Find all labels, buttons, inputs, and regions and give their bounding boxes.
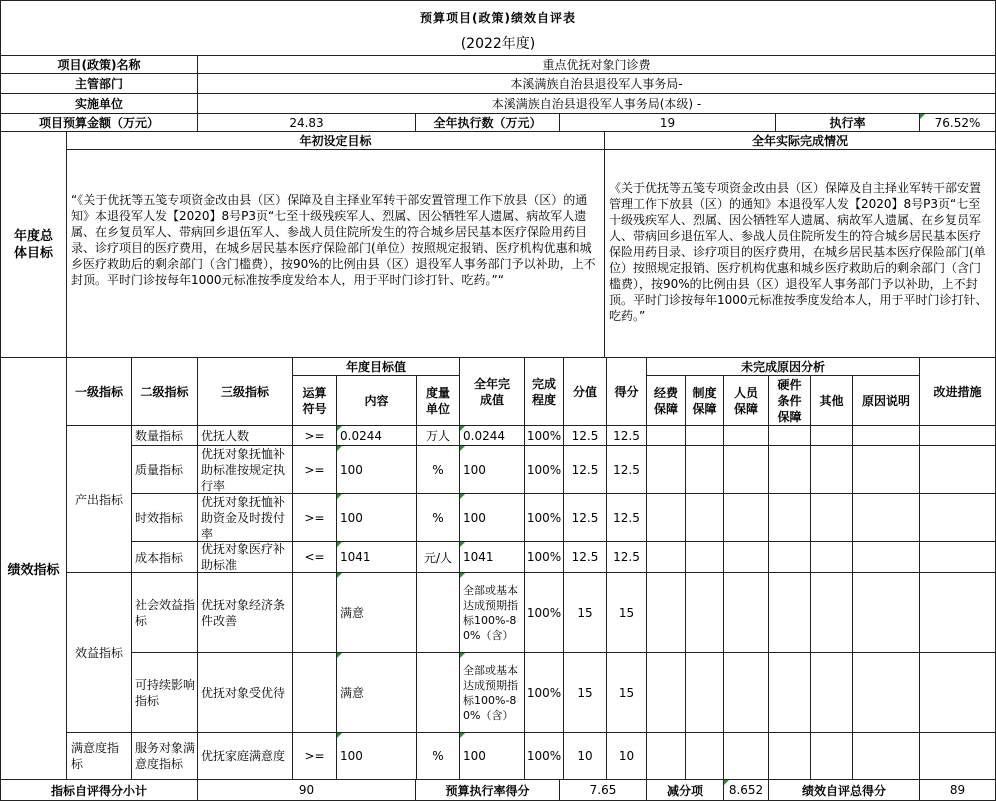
exec-label: 全年执行数（万元） bbox=[416, 114, 560, 132]
row-3-improve bbox=[920, 494, 996, 542]
row-7-r-explain bbox=[853, 733, 920, 780]
row-2-score: 12.5 bbox=[607, 446, 647, 494]
row-1-r-hardware bbox=[769, 426, 811, 446]
row-2-r-system bbox=[686, 446, 724, 494]
row-6-l2: 可持续影响指标 bbox=[132, 653, 198, 733]
row-1-r-staff bbox=[724, 426, 769, 446]
row-4-r-hardware bbox=[769, 542, 811, 573]
row-7-degree: 100% bbox=[525, 733, 564, 780]
header-r-explain: 原因说明 bbox=[853, 376, 920, 426]
row-5-degree: 100% bbox=[525, 573, 564, 653]
project-value: 重点优抚对象门诊费 bbox=[198, 56, 996, 74]
row-6-r-staff bbox=[724, 653, 769, 733]
row-4-r-other bbox=[811, 542, 853, 573]
row-4-completion: 1041 bbox=[460, 542, 525, 573]
row-2-completion: 100 bbox=[460, 446, 525, 494]
header-r-staff: 人员保障 bbox=[724, 376, 769, 426]
row-7-l3: 优抚家庭满意度 bbox=[198, 733, 293, 780]
dept-value: 本溪满族自治县退役军人事务局- bbox=[198, 74, 996, 94]
row-2-op: >= bbox=[293, 446, 337, 494]
header-r-other: 其他 bbox=[811, 376, 853, 426]
row-6-completion: 全部或基本达成预期指标100%-80%（含） bbox=[460, 653, 525, 733]
row-1-value: 12.5 bbox=[564, 426, 607, 446]
row-7-r-staff bbox=[724, 733, 769, 780]
row-2-l3: 优抚对象抚恤补助标准按规定执行率 bbox=[198, 446, 293, 494]
row-6-r-other bbox=[811, 653, 853, 733]
row-1-content: 0.0244 bbox=[337, 426, 417, 446]
row-7-r-funding bbox=[647, 733, 686, 780]
row-6-r-funding bbox=[647, 653, 686, 733]
header-r-hardware: 硬件条件保障 bbox=[769, 376, 811, 426]
row-3-r-other bbox=[811, 494, 853, 542]
row-2-improve bbox=[920, 446, 996, 494]
page-title: 预算项目(政策)绩效自评表 bbox=[0, 0, 996, 56]
row-4-score: 12.5 bbox=[607, 542, 647, 573]
row-3-r-explain bbox=[853, 494, 920, 542]
row-3-value: 12.5 bbox=[564, 494, 607, 542]
row-5-l3: 优抚对象经济条件改善 bbox=[198, 573, 293, 653]
header-lvl3: 三级指标 bbox=[198, 358, 293, 426]
row-7-value: 10 bbox=[564, 733, 607, 780]
impl-label: 实施单位 bbox=[0, 94, 198, 114]
impl-value: 本溪满族自治县退役军人事务局(本级) - bbox=[198, 94, 996, 114]
lvl1-benefit: 效益指标 bbox=[67, 573, 132, 733]
row-5-r-funding bbox=[647, 573, 686, 653]
actual-goal-header: 全年实际完成情况 bbox=[605, 132, 996, 150]
row-5-score: 15 bbox=[607, 573, 647, 653]
rate-score-value: 7.65 bbox=[560, 780, 647, 801]
row-3-unit: % bbox=[417, 494, 460, 542]
header-score: 得分 bbox=[607, 358, 647, 426]
row-7-r-system bbox=[686, 733, 724, 780]
row-4-r-staff bbox=[724, 542, 769, 573]
row-6-unit bbox=[417, 653, 460, 733]
row-6-value: 15 bbox=[564, 653, 607, 733]
row-4-improve bbox=[920, 542, 996, 573]
budget-value: 24.83 bbox=[198, 114, 416, 132]
row-1-score: 12.5 bbox=[607, 426, 647, 446]
row-2-r-hardware bbox=[769, 446, 811, 494]
row-7-content: 100 bbox=[337, 733, 417, 780]
row-6-l3: 优抚对象受优待 bbox=[198, 653, 293, 733]
set-goal-text: “《关于优抚等五笺专项资金改由县（区）保障及自主择业军转干部安置管理工作下放县（区）的通知》本退役军人发【2020】8号P3页“七至十级残疾军人、烈属、因公牺牲军人遗属、病故军人遗属、在乡复员军人、带病回乡退伍军人、参战人员住院所发生的符合城乡居民基本医疗保险用药目录、诊疗项目的医疗费用，在城乡居民基本医疗保险部门(单位）按照规定报销、医疗机构优惠和城乡医疗救助后的剩余部门（含门槛费），按90%的比例由县（区）退役军人事务部门予以补助，上不封顶。平时门诊按每年1000元标准按季度发给本人，用于平时门诊打针、吃药。”“ bbox=[67, 150, 605, 358]
row-7-score: 10 bbox=[607, 733, 647, 780]
row-1-l2: 数量指标 bbox=[132, 426, 198, 446]
row-4-l3: 优抚对象医疗补助标准 bbox=[198, 542, 293, 573]
row-7-improve bbox=[920, 733, 996, 780]
total-value: 89 bbox=[920, 780, 996, 801]
row-4-l2: 成本指标 bbox=[132, 542, 198, 573]
row-3-op: >= bbox=[293, 494, 337, 542]
row-1-degree: 100% bbox=[525, 426, 564, 446]
row-1-unit: 万人 bbox=[417, 426, 460, 446]
row-5-l2: 社会效益指标 bbox=[132, 573, 198, 653]
header-unit: 度量单位 bbox=[417, 376, 460, 426]
row-3-score: 12.5 bbox=[607, 494, 647, 542]
rate-value: 76.52% bbox=[920, 114, 996, 132]
subtotal-value: 90 bbox=[198, 780, 416, 801]
row-3-r-funding bbox=[647, 494, 686, 542]
subtotal-label: 指标自评得分小计 bbox=[0, 780, 198, 801]
row-5-r-hardware bbox=[769, 573, 811, 653]
header-content: 内容 bbox=[337, 376, 417, 426]
header-improve: 改进措施 bbox=[920, 358, 996, 426]
actual-goal-text: 《关于优抚等五笺专项资金改由县（区）保障及自主择业军转干部安置管理工作下放县（区）的通知》本退役军人发【2020】8号P3页“七至十级残疾军人、烈属、因公牺牲军人遗属、病故军人遗属、在乡复员军人、带病回乡退伍军人、参战人员住院所发生的符合城乡居民基本医疗保险用药目录、诊疗项目的医疗费用，在城乡居民基本医疗保险部门(单位）按照规定报销、医疗机构优惠和城乡医疗救助后的剩余部门（含门槛费），按90%的比例由县（区）退役军人事务部门予以补助，上不封顶。平时门诊按每年1000元标准按季度发给本人，用于平时门诊打针、吃药。” bbox=[605, 150, 996, 358]
deduct-label: 减分项 bbox=[647, 780, 724, 801]
deduct-value: 8.652 bbox=[724, 780, 769, 801]
row-4-r-explain bbox=[853, 542, 920, 573]
row-5-r-staff bbox=[724, 573, 769, 653]
row-3-completion: 100 bbox=[460, 494, 525, 542]
rate-label: 执行率 bbox=[776, 114, 920, 132]
row-5-r-other bbox=[811, 573, 853, 653]
header-lvl1: 一级指标 bbox=[67, 358, 132, 426]
row-2-r-explain bbox=[853, 446, 920, 494]
row-4-op: <= bbox=[293, 542, 337, 573]
row-3-r-hardware bbox=[769, 494, 811, 542]
row-6-r-system bbox=[686, 653, 724, 733]
row-1-r-funding bbox=[647, 426, 686, 446]
row-2-l2: 质量指标 bbox=[132, 446, 198, 494]
row-2-r-other bbox=[811, 446, 853, 494]
row-1-completion: 0.0244 bbox=[460, 426, 525, 446]
total-label: 绩效自评总得分 bbox=[769, 780, 920, 801]
row-4-r-system bbox=[686, 542, 724, 573]
row-7-unit: % bbox=[417, 733, 460, 780]
row-4-unit: 元/人 bbox=[417, 542, 460, 573]
project-label: 项目(政策)名称 bbox=[0, 56, 198, 74]
header-annual-target: 年度目标值 bbox=[293, 358, 460, 376]
row-1-op: >= bbox=[293, 426, 337, 446]
row-4-value: 12.5 bbox=[564, 542, 607, 573]
lvl1-satisfaction: 满意度指标 bbox=[67, 733, 132, 780]
row-5-r-explain bbox=[853, 573, 920, 653]
row-3-l3: 优抚对象抚恤补助资金及时拨付率 bbox=[198, 494, 293, 542]
row-6-improve bbox=[920, 653, 996, 733]
rate-score-label: 预算执行率得分 bbox=[416, 780, 560, 801]
row-1-l3: 优抚人数 bbox=[198, 426, 293, 446]
perf-section-label: 绩效指标 bbox=[0, 358, 67, 780]
row-7-r-hardware bbox=[769, 733, 811, 780]
row-5-completion: 全部或基本达成预期指标100%-80%（含） bbox=[460, 573, 525, 653]
row-7-op: >= bbox=[293, 733, 337, 780]
row-3-degree: 100% bbox=[525, 494, 564, 542]
row-3-l2: 时效指标 bbox=[132, 494, 198, 542]
row-5-improve bbox=[920, 573, 996, 653]
lvl1-output: 产出指标 bbox=[67, 426, 132, 573]
row-6-score: 15 bbox=[607, 653, 647, 733]
row-3-r-staff bbox=[724, 494, 769, 542]
header-r-funding: 经费保障 bbox=[647, 376, 686, 426]
row-2-degree: 100% bbox=[525, 446, 564, 494]
row-7-l2: 服务对象满意度指标 bbox=[132, 733, 198, 780]
row-3-content: 100 bbox=[337, 494, 417, 542]
set-goal-header: 年初设定目标 bbox=[67, 132, 605, 150]
row-5-unit bbox=[417, 573, 460, 653]
goal-section-label: 年度总体目标 bbox=[0, 132, 67, 358]
row-2-value: 12.5 bbox=[564, 446, 607, 494]
row-7-r-other bbox=[811, 733, 853, 780]
budget-label: 项目预算金额（万元） bbox=[0, 114, 198, 132]
row-4-degree: 100% bbox=[525, 542, 564, 573]
header-score-value: 分值 bbox=[564, 358, 607, 426]
row-5-r-system bbox=[686, 573, 724, 653]
row-6-degree: 100% bbox=[525, 653, 564, 733]
row-2-unit: % bbox=[417, 446, 460, 494]
header-r-system: 制度保障 bbox=[686, 376, 724, 426]
row-4-content: 1041 bbox=[337, 542, 417, 573]
row-2-r-staff bbox=[724, 446, 769, 494]
header-lvl2: 二级指标 bbox=[132, 358, 198, 426]
row-6-r-explain bbox=[853, 653, 920, 733]
exec-value: 19 bbox=[560, 114, 776, 132]
header-reason: 未完成原因分析 bbox=[647, 358, 920, 376]
row-6-r-hardware bbox=[769, 653, 811, 733]
year-subtitle: (2022年度) bbox=[460, 36, 536, 52]
row-7-completion: 100 bbox=[460, 733, 525, 780]
row-5-content: 满意 bbox=[337, 573, 417, 653]
row-6-op bbox=[293, 653, 337, 733]
dept-label: 主管部门 bbox=[0, 74, 198, 94]
row-2-content: 100 bbox=[337, 446, 417, 494]
header-operator: 运算符号 bbox=[293, 376, 337, 426]
row-1-r-system bbox=[686, 426, 724, 446]
row-2-r-funding bbox=[647, 446, 686, 494]
row-5-op bbox=[293, 573, 337, 653]
row-1-r-other bbox=[811, 426, 853, 446]
row-1-improve bbox=[920, 426, 996, 446]
row-3-r-system bbox=[686, 494, 724, 542]
row-1-r-explain bbox=[853, 426, 920, 446]
row-4-r-funding bbox=[647, 542, 686, 573]
header-degree: 完成程度 bbox=[525, 358, 564, 426]
header-completion: 全年完成值 bbox=[460, 358, 525, 426]
row-6-content: 满意 bbox=[337, 653, 417, 733]
row-5-value: 15 bbox=[564, 573, 607, 653]
